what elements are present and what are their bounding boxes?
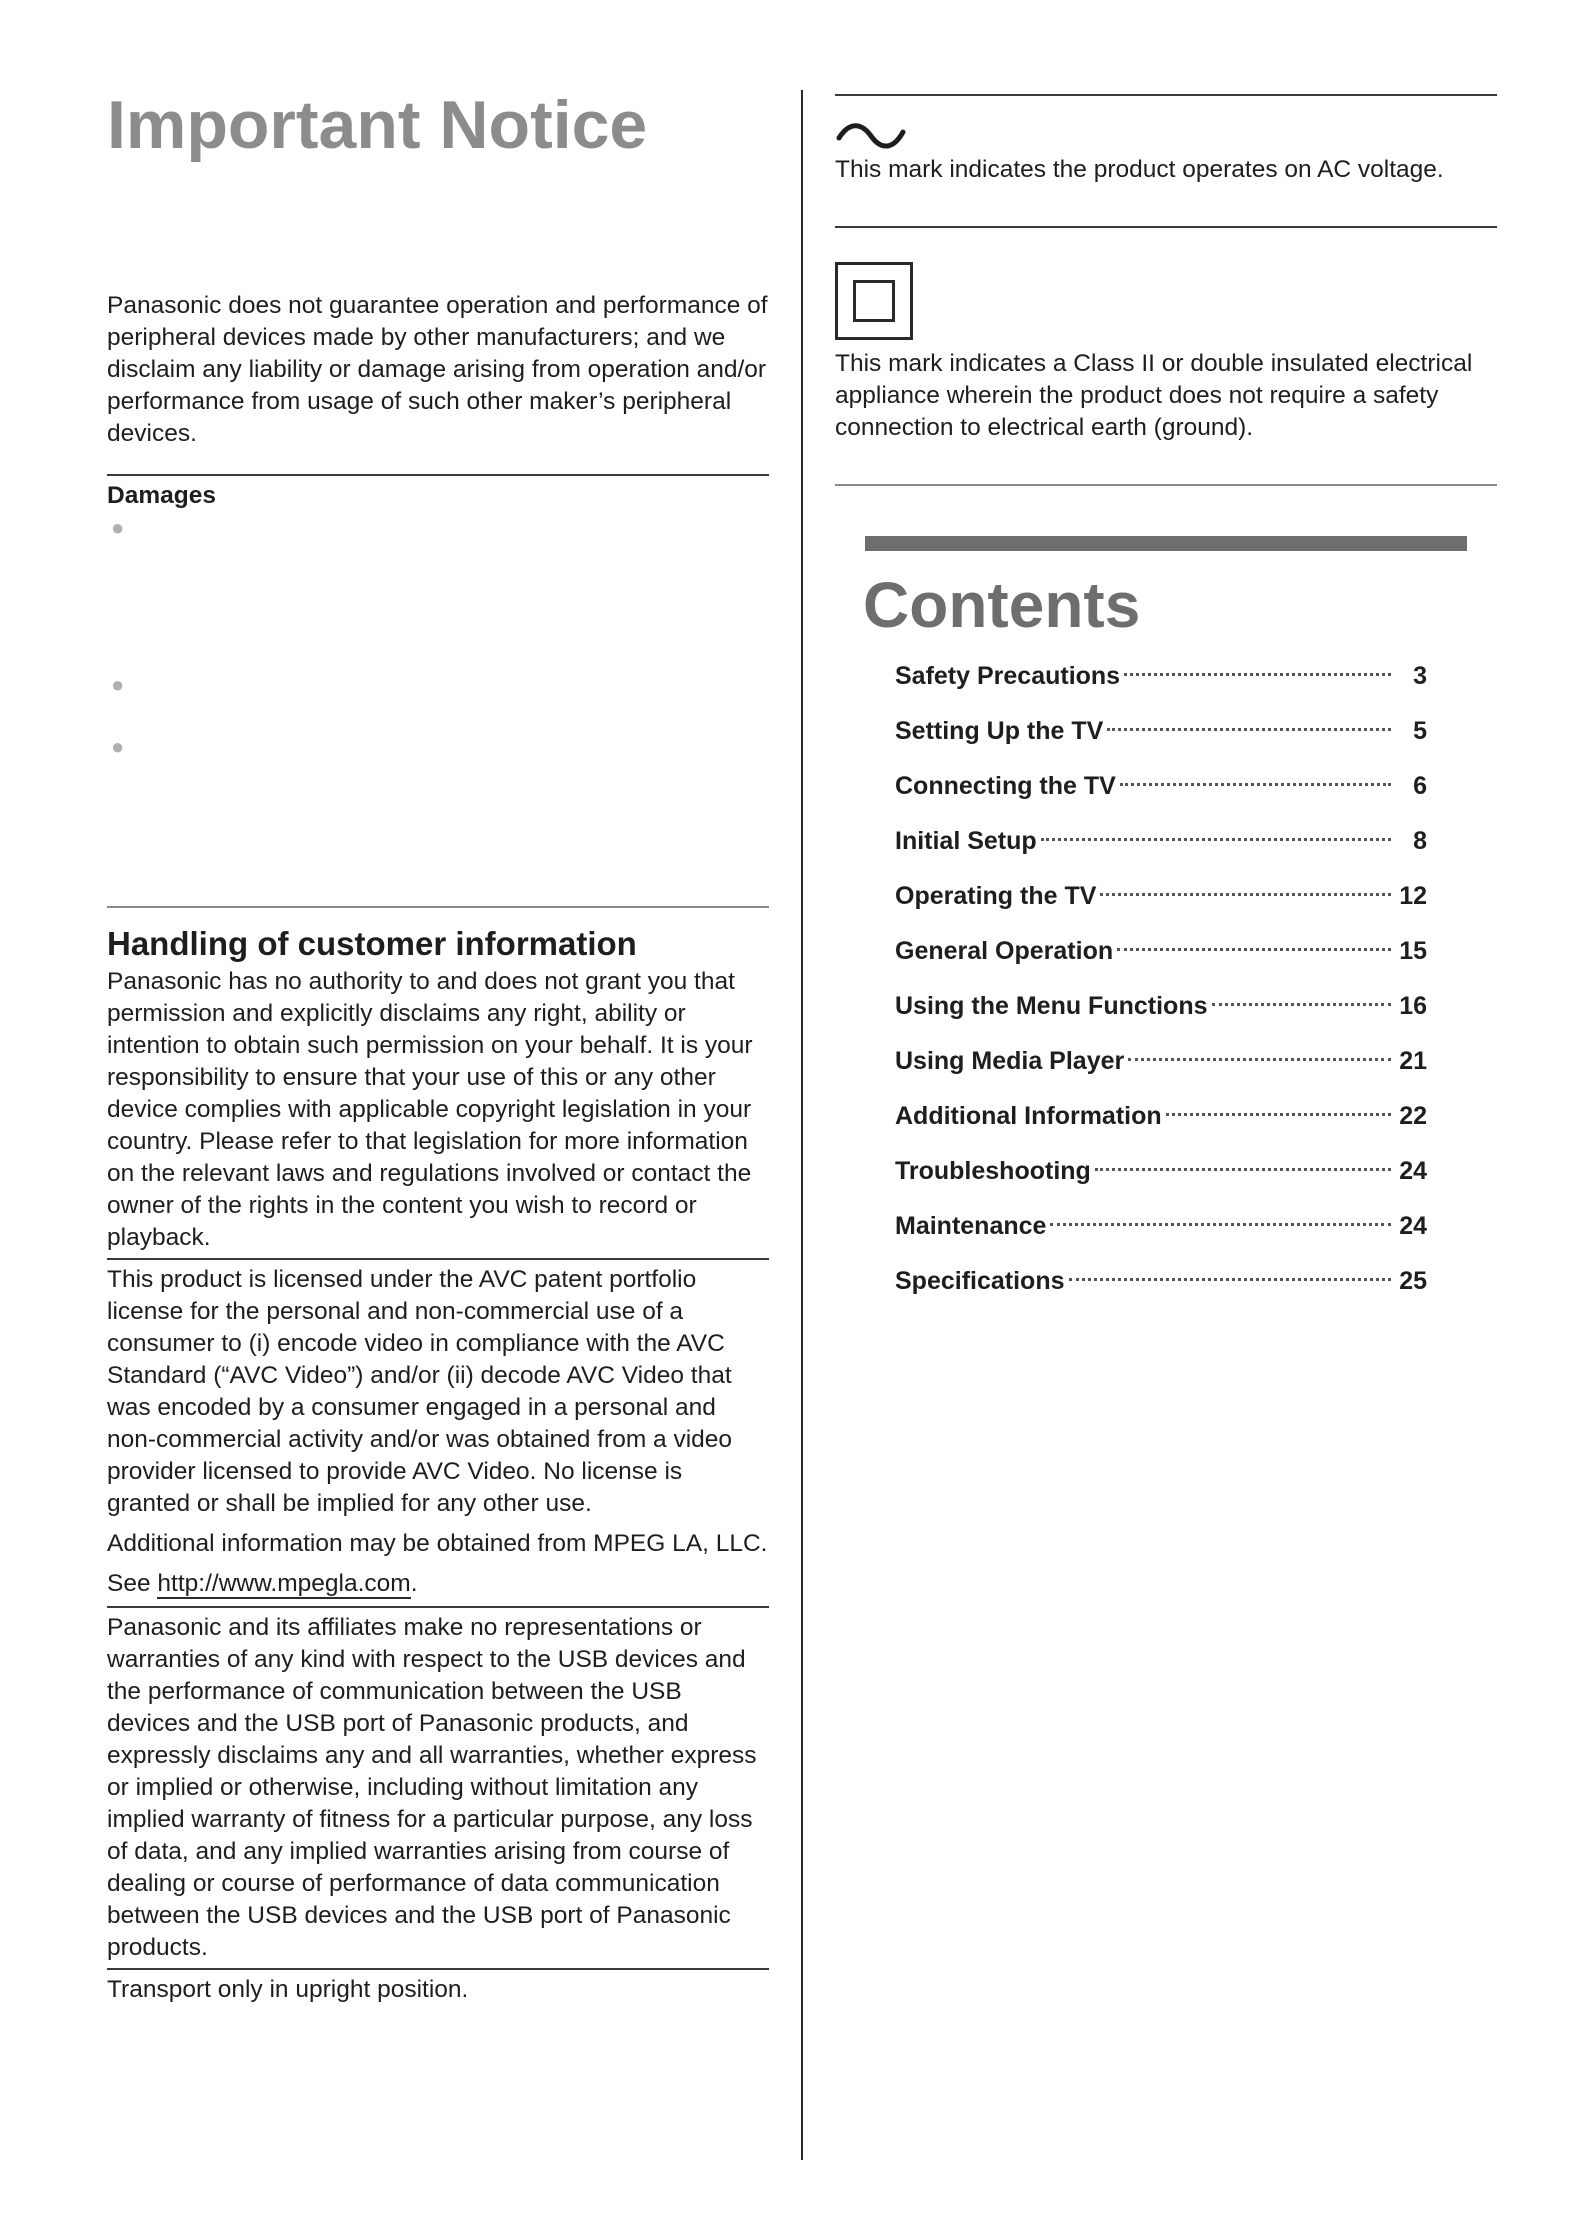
mpeg-info-text: Additional information may be obtained from MPEG LA, LLC. xyxy=(107,1530,768,1557)
damages-heading: Damages xyxy=(107,482,216,509)
toc-page-number: 21 xyxy=(1399,1047,1427,1075)
left-column xyxy=(107,80,769,2006)
toc-page-number: 24 xyxy=(1399,1157,1427,1185)
mpegla-link[interactable]: http://www.mpegla.com xyxy=(157,1570,411,1597)
mpeg-see-line xyxy=(107,1568,769,1600)
ac-voltage-icon xyxy=(835,118,907,154)
toc-item-media-player[interactable] xyxy=(895,1034,1427,1089)
toc-leader xyxy=(1069,1278,1392,1281)
right-column xyxy=(835,94,1497,1309)
toc-label: General Operation xyxy=(895,937,1114,965)
toc-item-troubleshooting[interactable] xyxy=(895,1144,1427,1199)
toc-item-setting-up[interactable] xyxy=(895,704,1427,759)
usb-disclaimer-text: Panasonic and its affiliates make no representations or warranties of any kind with respect to the USB devices and the performance of communication between the USB devices and the USB port of Panasonic products, and expressly disclaims any and all warranties, whether express or implied or otherwise, including without limitation any implied warranty of fitness for a particular purpose, any loss of data, and any implied warranties arising from course of dealing or course of performance of data communication between the USB devices and the USB port of Panasonic products. xyxy=(107,1614,757,1961)
toc-item-operating[interactable] xyxy=(895,869,1427,924)
contents-title: Contents xyxy=(863,569,1141,641)
toc-item-specifications[interactable] xyxy=(895,1254,1427,1309)
toc-label: Using the Menu Functions xyxy=(895,992,1208,1020)
toc-page-number: 12 xyxy=(1399,882,1427,910)
toc-item-safety-precautions[interactable] xyxy=(895,649,1427,704)
toc-item-menu-functions[interactable] xyxy=(895,979,1427,1034)
toc-leader xyxy=(1100,893,1391,896)
class-ii-double-insulation-icon xyxy=(835,262,913,340)
customer-info-heading: Handling of customer information xyxy=(107,925,637,962)
toc-leader xyxy=(1095,1168,1391,1171)
customer-info-text: Panasonic has no authority to and does not grant you that permission and explicitly disclaims any right, ability or intention to obtain such permission on your behalf. It is your responsibility to ensure that your use of this or any other device complies with applicable copyright legislation in your country. Please refer to that legislation for more information on the relevant laws and regulations involved or contact the owner of the rights in the content you wish to record or playback. xyxy=(107,968,753,1251)
toc-page-number: 24 xyxy=(1399,1212,1427,1240)
toc-item-general-operation[interactable] xyxy=(895,924,1427,979)
toc-item-initial-setup[interactable] xyxy=(895,814,1427,869)
toc-item-maintenance[interactable] xyxy=(895,1199,1427,1254)
see-prefix: See xyxy=(107,1570,158,1597)
page-title: Important Notice xyxy=(107,87,648,163)
toc-label: Safety Precautions xyxy=(895,662,1121,690)
transport-text: Transport only in upright position. xyxy=(107,1976,469,2003)
toc-leader xyxy=(1120,783,1391,786)
toc-page-number: 15 xyxy=(1399,937,1427,965)
toc-item-connecting[interactable] xyxy=(895,759,1427,814)
toc-leader xyxy=(1050,1223,1391,1226)
column-divider xyxy=(801,90,803,2160)
class-ii-text: This mark indicates a Class II or double insulated electrical appliance wherein the product does not require a safety connection to electrical earth (ground). xyxy=(835,350,1473,441)
toc-page-number: 5 xyxy=(1413,717,1427,745)
contents-header-bar xyxy=(865,536,1467,551)
toc-leader xyxy=(1124,673,1391,676)
class-ii-inner-square xyxy=(853,280,895,322)
toc-page-number: 8 xyxy=(1413,827,1427,855)
see-suffix: . xyxy=(410,1570,418,1597)
damages-bullet-3: ● xyxy=(111,734,125,759)
toc-label: Troubleshooting xyxy=(895,1157,1091,1185)
toc-leader xyxy=(1128,1058,1391,1061)
toc-label: Connecting the TV xyxy=(895,772,1116,800)
table-of-contents xyxy=(895,649,1427,1309)
toc-page-number: 16 xyxy=(1399,992,1427,1020)
ac-voltage-text: This mark indicates the product operates on AC voltage. xyxy=(835,156,1444,183)
toc-leader xyxy=(1117,948,1391,951)
avc-license-text: This product is licensed under the AVC patent portfolio license for the personal and non-commercial use of a consumer to (i) encode video in compliance with the AVC Standard (“AVC Video”) and/or (ii) decode AVC Video that was encoded by a consumer engaged in a personal and non-commercial activity and/or was obtained from a video provider licensed to provide AVC Video. No license is granted or shall be implied for any other use. xyxy=(107,1266,733,1517)
damages-bullet-1: ● xyxy=(111,515,125,540)
toc-label: Operating the TV xyxy=(895,882,1097,910)
toc-leader xyxy=(1107,728,1391,731)
toc-leader xyxy=(1041,838,1391,841)
damages-bullet-2: ● xyxy=(111,672,125,697)
toc-label: Maintenance xyxy=(895,1212,1047,1240)
toc-label: Setting Up the TV xyxy=(895,717,1104,745)
toc-page-number: 22 xyxy=(1399,1102,1427,1130)
toc-label: Initial Setup xyxy=(895,827,1037,855)
toc-label: Additional Information xyxy=(895,1102,1162,1130)
toc-leader xyxy=(1166,1113,1391,1116)
toc-leader xyxy=(1212,1003,1392,1006)
toc-page-number: 3 xyxy=(1413,662,1427,690)
toc-item-additional-information[interactable] xyxy=(895,1089,1427,1144)
toc-label: Specifications xyxy=(895,1267,1065,1295)
toc-label: Using Media Player xyxy=(895,1047,1125,1075)
peripheral-disclaimer: Panasonic does not guarantee operation and performance of peripheral devices made by other manufacturers; and we disclaim any liability or damage arising from operation and/or performance from usage of such other maker’s peripheral devices. xyxy=(107,292,768,447)
toc-page-number: 6 xyxy=(1413,772,1427,800)
toc-page-number: 25 xyxy=(1399,1267,1427,1295)
